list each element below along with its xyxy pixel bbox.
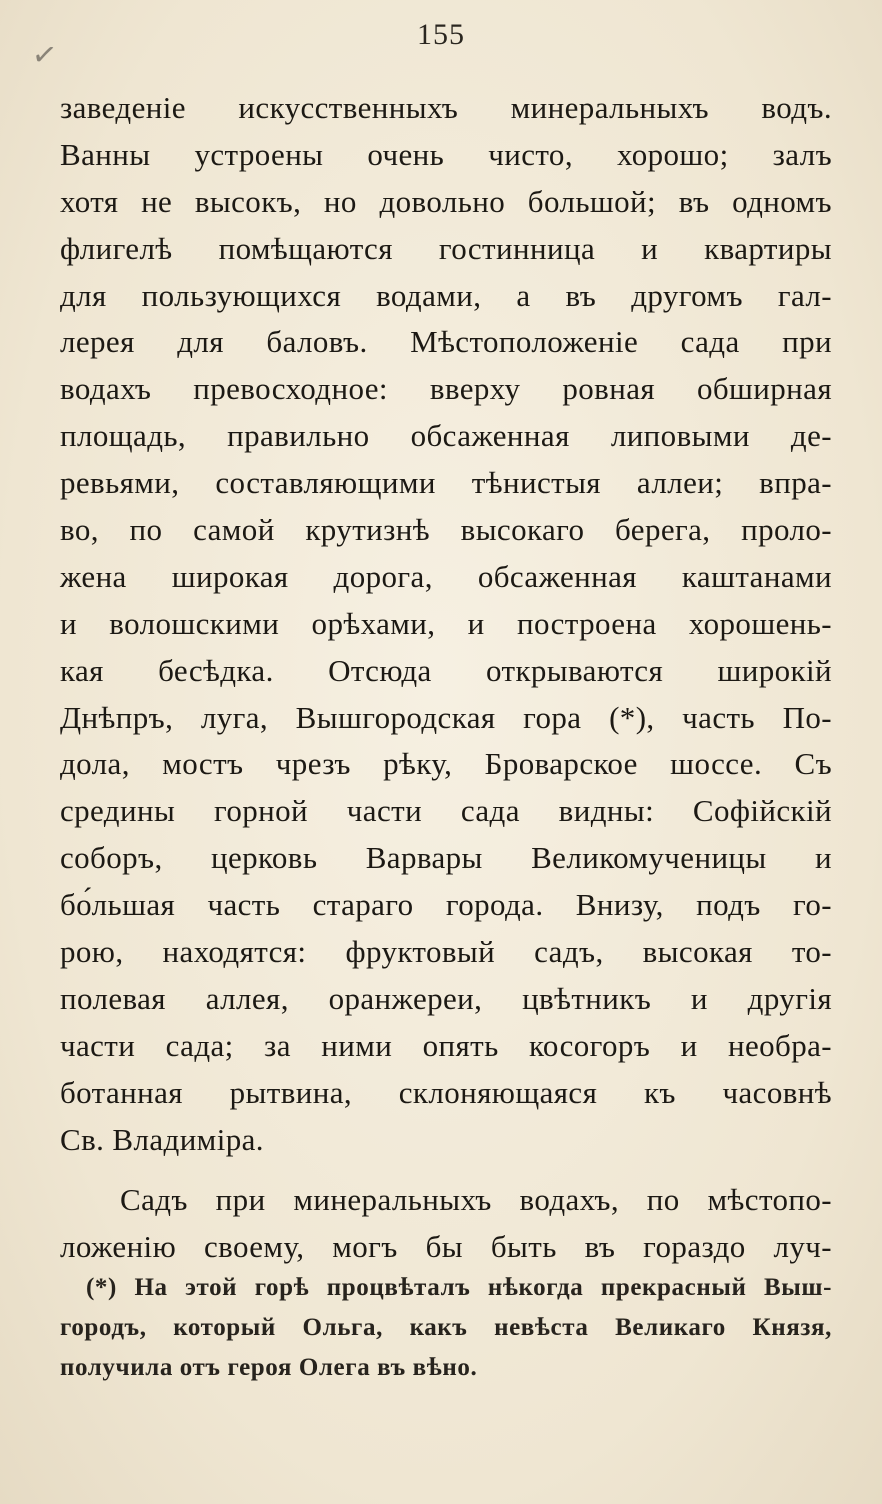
footnote [60, 1268, 832, 1388]
text-line: заведенiе искусственныхъ минеральныхъ водъ. [60, 90, 832, 125]
text-line: рою, находятся: фруктовый садъ, высокая то- [60, 934, 832, 970]
text-line: Днѣпръ, луга, Вышгородская гора (*), часть По- [60, 699, 832, 735]
text-line: части сада; за ними опять косогоръ и необра- [60, 1027, 832, 1063]
main-text [60, 85, 832, 1271]
text-line: соборъ, церковь Варвары Великомученицы и [60, 840, 832, 876]
text-line: жена широкая дорога, обсаженная каштанами [60, 558, 832, 594]
text-line: ложенiю своему, могъ бы быть въ гораздо луч- [60, 1229, 832, 1265]
text-line: и волошскими орѣхами, и построена хорошень- [60, 605, 832, 641]
text-line: ботанная рытвина, склоняющаяся къ часовнѣ [60, 1074, 832, 1110]
text-line: Ванны устроены очень чисто, хорошо; залъ [60, 136, 832, 172]
text-line: лерея для баловъ. Мѣстоположенiе сада при [60, 324, 832, 360]
text-line: водахъ превосходное: вверху ровная обширная [60, 371, 832, 407]
margin-check-mark: ✓ [29, 37, 60, 74]
text-line: площадь, правильно обсаженная липовыми де- [60, 418, 832, 454]
text-line: для пользующихся водами, а въ другомъ гал- [60, 277, 832, 313]
text-line: кая бесѣдка. Отсюда открываются широкiй [60, 652, 832, 688]
text-line: хотя не высокъ, но довольно большой; въ одномъ [60, 183, 832, 219]
paragraph-gap [60, 1163, 832, 1177]
text-line: бо́льшая часть стараго города. Внизу, подъ го- [60, 887, 832, 923]
text-line: ревьями, составляющими тѣнистыя аллеи; впра- [60, 465, 832, 501]
text-line: флигелѣ помѣщаются гостинница и квартиры [60, 230, 832, 266]
text-line: средины горной части сада видны: Софiйскiй [60, 793, 832, 829]
text-line: Садъ при минеральныхъ водахъ, по мѣстопо- [120, 1182, 832, 1218]
footnote-line: городъ, который Ольга, какъ невѣста Великаго Князя, [60, 1314, 832, 1341]
footnote-line: получила отъ героя Олега въ вѣно. [60, 1354, 478, 1381]
text-line: полевая аллея, оранжереи, цвѣтникъ и другiя [60, 980, 832, 1016]
text-line: Св. Владимiра. [60, 1121, 264, 1157]
text-line: во, по самой крутизнѣ высокаго берега, проло- [60, 512, 832, 548]
text-line: дола, мостъ чрезъ рѣку, Броварское шоссе. Съ [60, 746, 832, 782]
footnote-line: (*) На этой горѣ процвѣталъ нѣкогда прекрасный Выш- [86, 1274, 832, 1301]
page-number: 155 [417, 18, 465, 51]
